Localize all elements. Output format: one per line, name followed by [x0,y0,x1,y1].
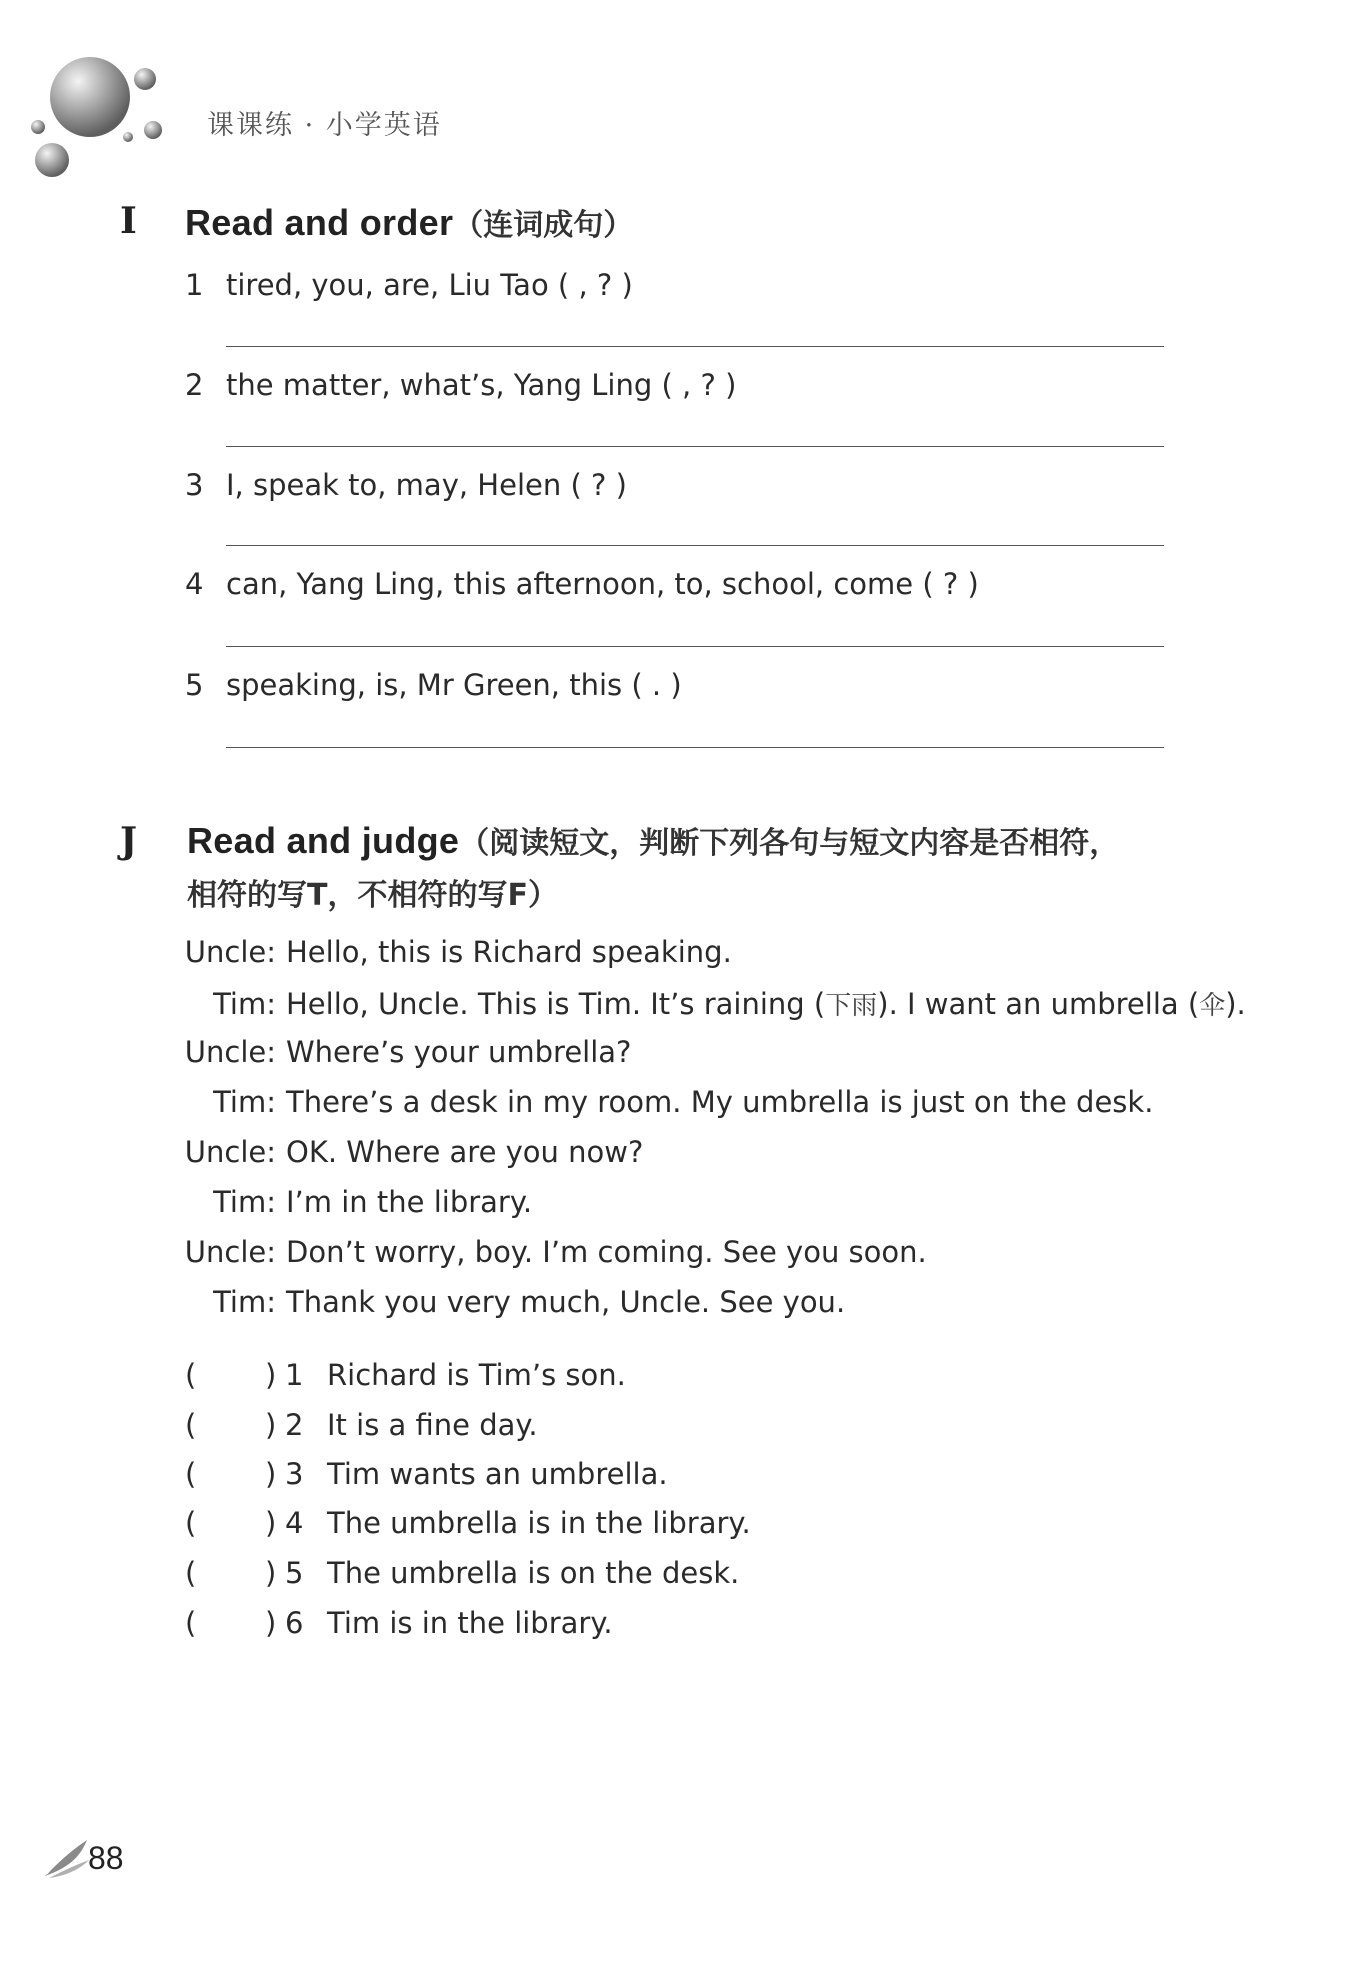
judge-item [185,1556,739,1590]
judge-number: 2 [285,1408,304,1442]
section-j-letter: J [120,820,138,862]
dialogue-line [160,935,732,969]
dialogue-line [160,1285,845,1319]
dialogue-text: Where’s your umbrella? [286,1035,632,1069]
order-item-text: I, speak to, may, Helen ( ? ) [226,468,627,502]
answer-line[interactable] [226,545,1164,546]
order-item [185,668,682,702]
order-item [185,567,979,601]
dialogue-text: Don’t worry, boy. I’m coming. See you soon. [286,1235,927,1269]
section-i-title-zh: （连词成句） [453,208,634,243]
section-i-title-en: Read and order [185,202,454,243]
answer-blank-open[interactable]: ( [185,1506,197,1540]
order-item-number: 5 [185,668,204,702]
speaker: Tim: [213,1085,276,1119]
dialogue-text: There’s a desk in my room. My umbrella is just on the desk. [286,1085,1154,1119]
gloss-umbrella: 伞 [1199,991,1226,1021]
answer-line[interactable] [226,646,1164,647]
answer-blank-open[interactable]: ( [185,1457,197,1491]
order-item-text: speaking, is, Mr Green, this ( . ) [226,668,682,702]
section-j-title-zh: （阅读短文，判断下列各句与短文内容是否相符， [459,826,1120,861]
dialogue-line [160,1235,927,1269]
judge-number: 4 [285,1506,304,1540]
dialogue-text-part: Hello, Uncle. This is Tim. It’s raining ( [286,987,826,1021]
answer-blank-close: ) [265,1408,277,1442]
leaf-icon [43,1836,91,1880]
dialogue-line [160,1085,1153,1119]
speaker: Tim: [213,1285,276,1319]
judge-item [185,1358,626,1392]
bubbles-logo-icon [28,55,178,185]
order-item-number: 1 [185,268,204,302]
answer-blank-open[interactable]: ( [185,1556,197,1590]
speaker: Tim: [213,987,276,1021]
order-item-text: the matter, what’s, Yang Ling ( , ? ) [226,368,737,402]
order-item [185,468,627,502]
answer-blank-close: ) [265,1606,277,1640]
dialogue-text: Hello, this is Richard speaking. [286,935,732,969]
section-i-title [185,200,633,244]
answer-blank-close: ) [265,1358,277,1392]
speaker: Tim: [213,1185,276,1219]
order-item-number: 3 [185,468,204,502]
judge-item [185,1408,538,1442]
page-number: 88 [88,1840,124,1876]
dialogue-text: I’m in the library. [286,1185,533,1219]
judge-text: It is a fine day. [327,1408,538,1442]
judge-text: Tim is in the library. [327,1606,613,1640]
dialogue-text: OK. Where are you now? [286,1135,644,1169]
order-item [185,268,633,302]
book-header: 课课练 · 小学英语 [207,110,442,141]
answer-line[interactable] [226,346,1164,347]
judge-number: 6 [285,1606,304,1640]
answer-blank-close: ) [265,1556,277,1590]
answer-blank-open[interactable]: ( [185,1408,197,1442]
speaker: Uncle: [184,935,276,969]
judge-text: Tim wants an umbrella. [327,1457,668,1491]
dialogue-line [160,1185,532,1219]
judge-number: 1 [285,1358,304,1392]
section-i-letter: I [120,200,137,242]
order-item-number: 2 [185,368,204,402]
order-item-number: 4 [185,567,204,601]
judge-text: The umbrella is in the library. [327,1506,751,1540]
answer-line[interactable] [226,446,1164,447]
section-j-title-zh-line2: 相符的写T，不相符的写F） [187,878,558,913]
speaker: Uncle: [184,1235,276,1269]
answer-line[interactable] [226,747,1164,748]
judge-item [185,1457,668,1491]
speaker: Uncle: [184,1035,276,1069]
speaker: Uncle: [184,1135,276,1169]
dialogue-line [160,1135,643,1169]
dialogue-text: Thank you very much, Uncle. See you. [286,1285,846,1319]
answer-blank-open[interactable]: ( [185,1358,197,1392]
dialogue-text [286,985,1246,1022]
judge-number: 3 [285,1457,304,1491]
dialogue-line [160,985,1246,1022]
judge-item [185,1506,751,1540]
answer-blank-close: ) [265,1457,277,1491]
dialogue-text-part: ). [1225,987,1246,1021]
judge-number: 5 [285,1556,304,1590]
judge-item [185,1606,613,1640]
section-j-title [187,818,1119,862]
order-item [185,368,736,402]
judge-text: Richard is Tim’s son. [327,1358,626,1392]
order-item-text: can, Yang Ling, this afternoon, to, school, come ( ? ) [226,567,979,601]
section-j-title-en: Read and judge [187,820,460,861]
order-item-text: tired, you, are, Liu Tao ( , ? ) [226,268,633,302]
judge-text: The umbrella is on the desk. [327,1556,740,1590]
dialogue-text-part: ). I want an umbrella ( [877,987,1200,1021]
gloss-rain: 下雨 [825,991,878,1021]
dialogue-line [160,1035,631,1069]
answer-blank-open[interactable]: ( [185,1606,197,1640]
answer-blank-close: ) [265,1506,277,1540]
